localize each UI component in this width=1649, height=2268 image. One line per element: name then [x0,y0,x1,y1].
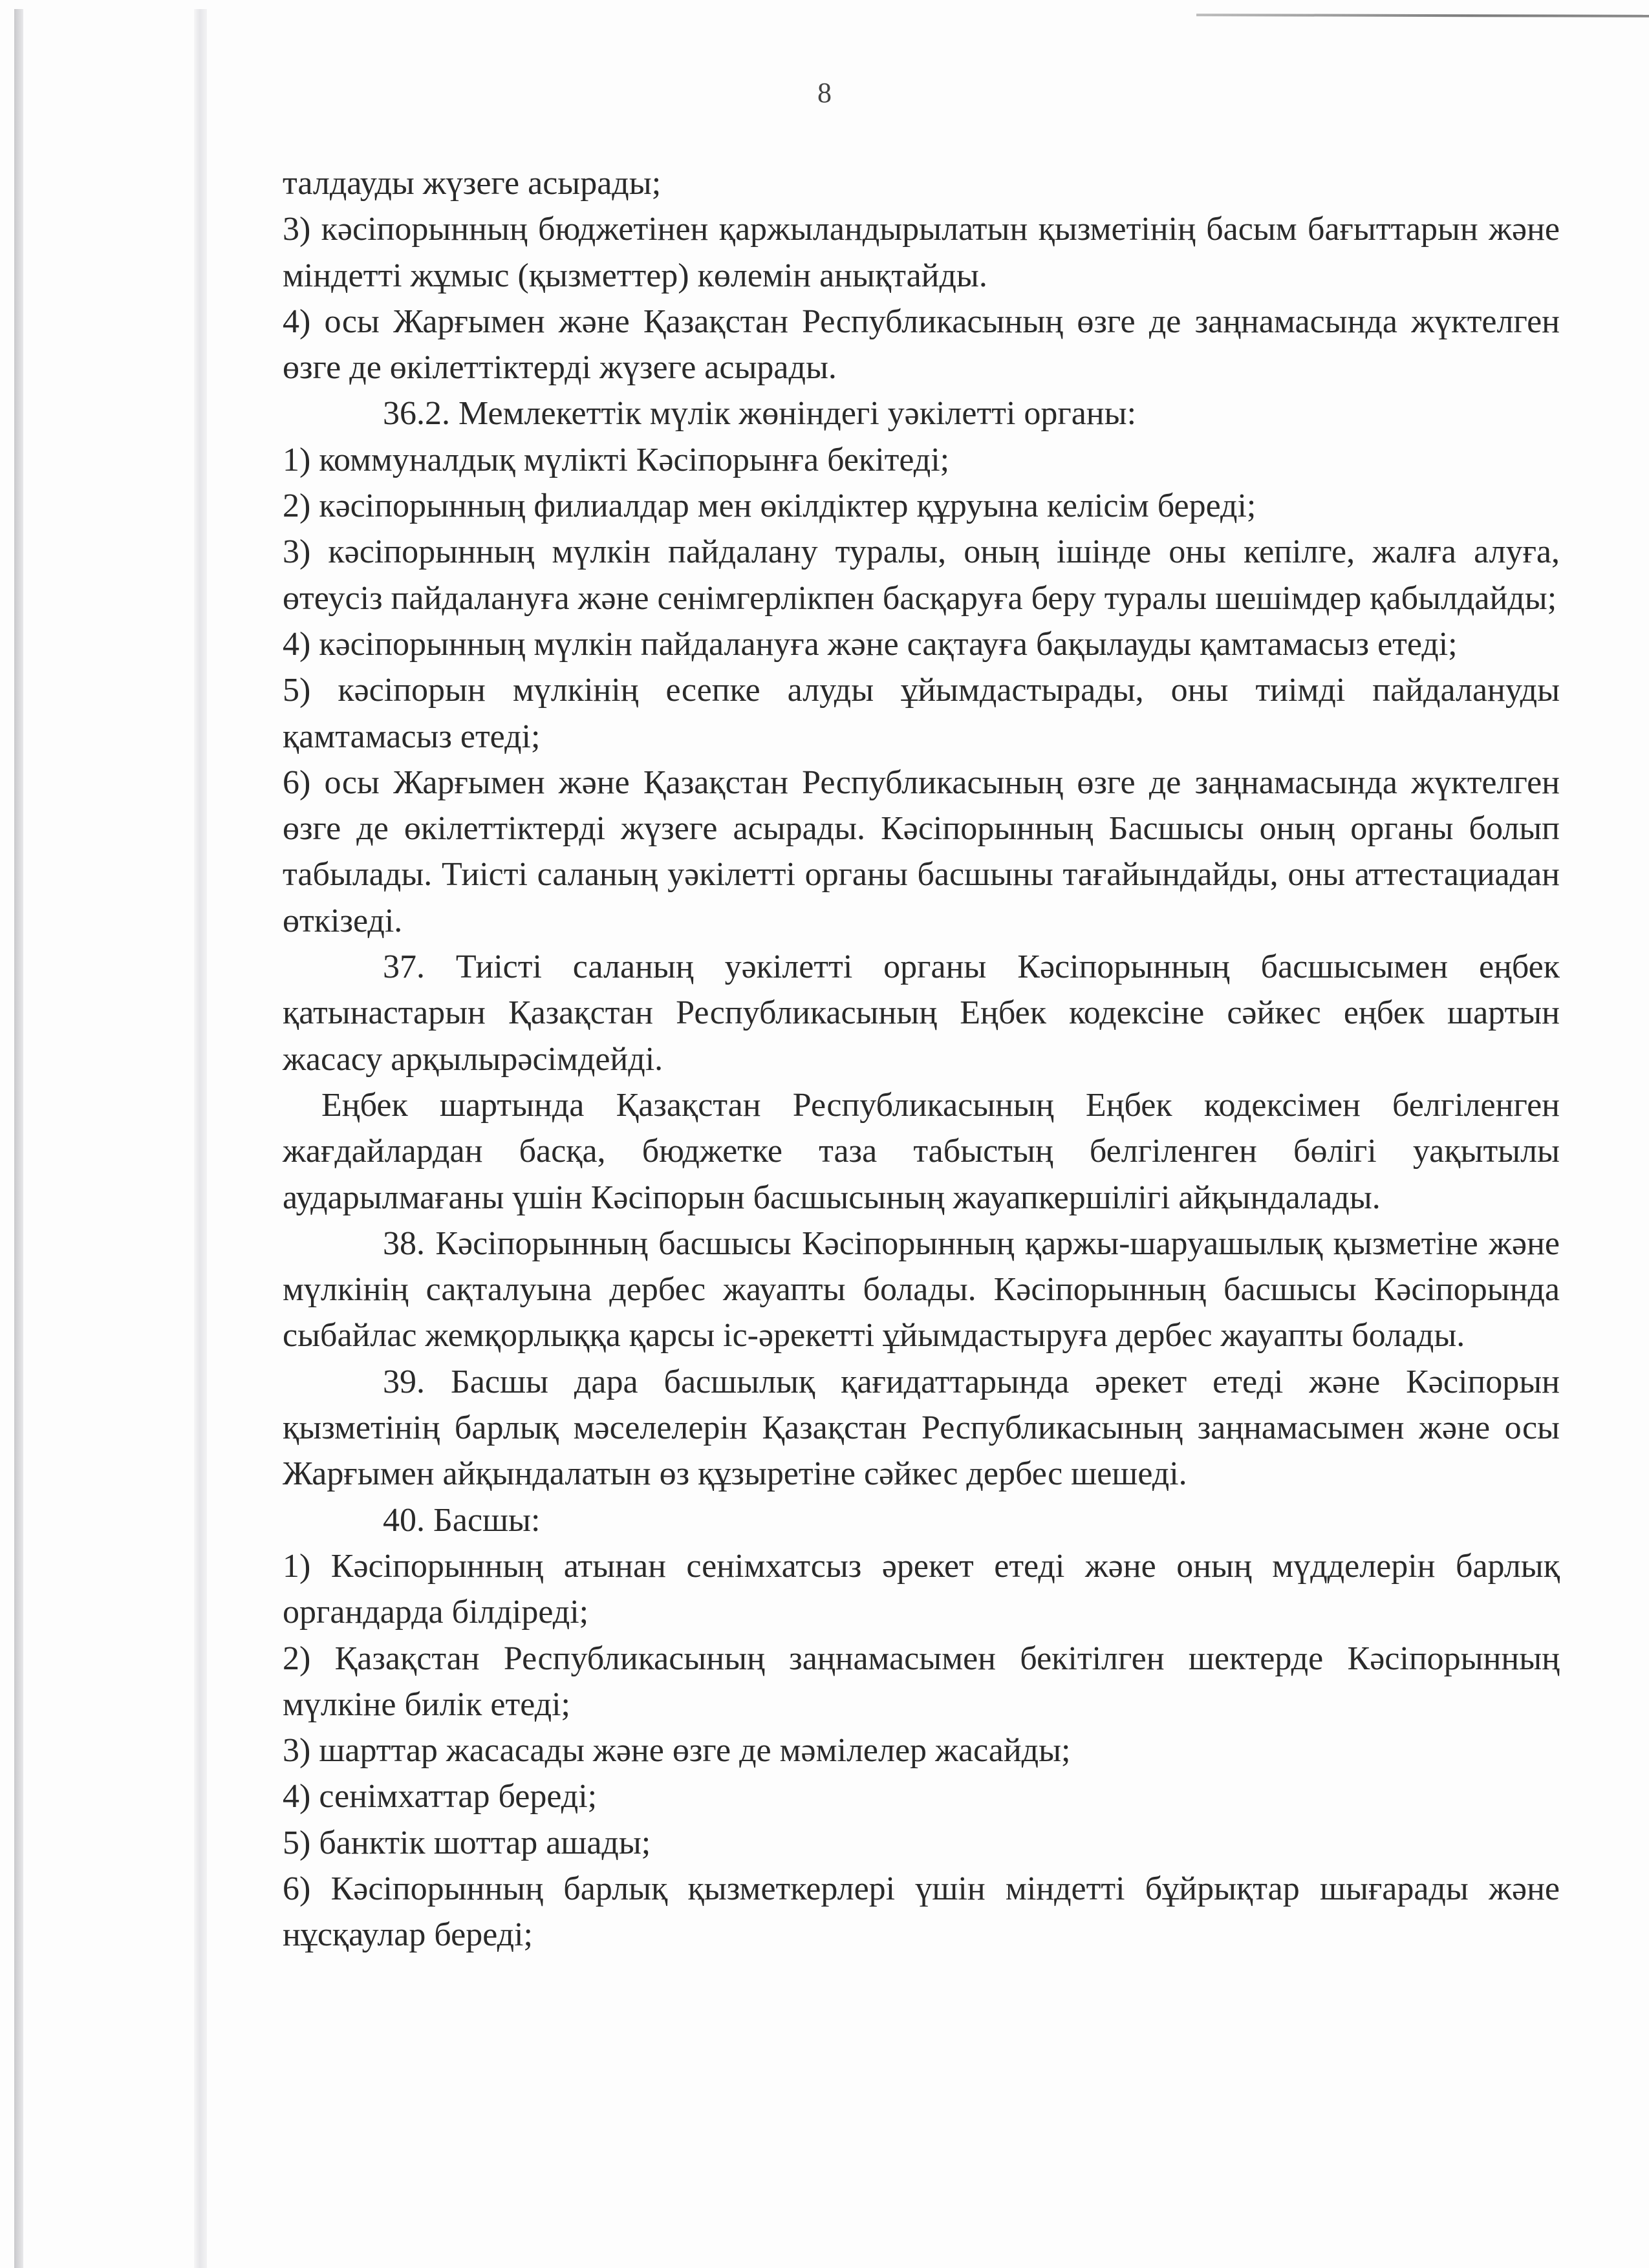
scan-top-edge-line [1196,14,1649,17]
section-heading: 36.2. Мемлекеттік мүлік жөніндегі уәкілетті органы: [383,395,1137,433]
scan-edge-shadow [14,9,23,2268]
page-number: 8 [817,77,832,109]
paragraph: Еңбек шартында Қазақстан Республикасының Еңбек кодексімен белгіленген жағдайлардан басқа, бюджетке таза табыстың белгіленген бөлігі уақытылы аударылмағаны үшін Кәсіпорын басшысының жауапкершілігі айқындалады. [283,1086,1560,1216]
paragraph: 4) осы Жарғымен және Қазақстан Республикасының өзге де заңнамасында жүктелген өзге де өкілеттіктерді жүзеге асырады. [283,303,1560,387]
list-item: 6) Кәсіпорынның барлық қызметкерлері үшін міндетті бұйрықтар шығарады және нұсқаулар береді; [283,1870,1560,1954]
clause-38: 38. Кәсіпорынның басшысы Кәсіпорынның қаржы-шаруашылық қызметіне және мүлкінің сақталуына дербес жауапты болады. Кәсіпорынның басшысы Кәсіпорында сыбайлас жемқорлыққа қарсы іс-әрекетті ұйымдастыруға дербес жауапты болады. [283,1225,1560,1354]
clause-37: 37. Тиісті саланың уәкілетті органы Кәсіпорынның басшысымен еңбек қатынастарын Қазақстан Республикасының Еңбек кодексіне сәйкес еңбек шартын жасасу арқылырәсімдейді. [283,948,1560,1078]
list-item: 4) сенімхаттар береді; [283,1778,598,1815]
list-item: 5) кәсіпорын мүлкінің есепке алуды ұйымдастырады, оны тиімді пайдалануды қамтамасыз етеді; [283,672,1560,755]
scan-fold-line [194,9,207,2268]
list-item: 1) коммуналдық мүлікті Кәсіпорынға бекітеді; [283,441,950,478]
list-item: 2) кәсіпорынның филиалдар мен өкілдіктер құруына келісім береді; [283,487,1256,525]
list-item: 2) Қазақстан Республикасының заңнамасымен бекітілген шектерде Кәсіпорынның мүлкіне билік етеді; [283,1640,1560,1723]
list-item: 5) банктік шоттар ашады; [283,1824,651,1861]
clause-39: 39. Басшы дара басшылық қағидаттарында әрекет етеді және Кәсіпорын қызметінің барлық мәселелерін Қазақстан Республикасының заңнамасымен және осы Жарғымен айқындалатын өз құзыретіне сәйкес дербес шешеді. [283,1363,1560,1493]
list-item: 3) шарттар жасасады және өзге де мәмілелер жасайды; [283,1732,1071,1770]
list-item: 1) Кәсіпорынның атынан сенімхатсыз әрекет етеді және оның мүдделерін барлық органдарда білдіреді; [283,1547,1560,1631]
list-item: 3) кәсіпорынның мүлкін пайдалану туралы, оның ішінде оны кепілге, жалға алуға, өтеусіз пайдалануға және сенімгерлікпен басқаруға беру туралы шешімдер қабылдайды; [283,533,1560,617]
list-item: 4) кәсіпорынның мүлкін пайдалануға және сақтауға бақылауды қамтамасыз етеді; [283,625,1458,663]
paragraph: талдауды жүзеге асырады; [283,165,662,202]
clause-40-heading: 40. Басшы: [383,1501,541,1539]
list-item: 6) осы Жарғымен және Қазақстан Республикасының өзге де заңнамасында жүктелген өзге де өкілеттіктерді жүзеге асырады. Кәсіпорынның Басшысы оның органы болып табылады. Тиісті саланың уәкілетті органы басшыны тағайындайды, оны аттестациадан өткізеді. [283,764,1560,939]
document-body [283,160,1560,1958]
paragraph: 3) кәсіпорынның бюджетінен қаржыландырылатын қызметінің басым бағыттарын және міндетті жұмыс (қызметтер) көлемін анықтайды. [283,211,1560,294]
